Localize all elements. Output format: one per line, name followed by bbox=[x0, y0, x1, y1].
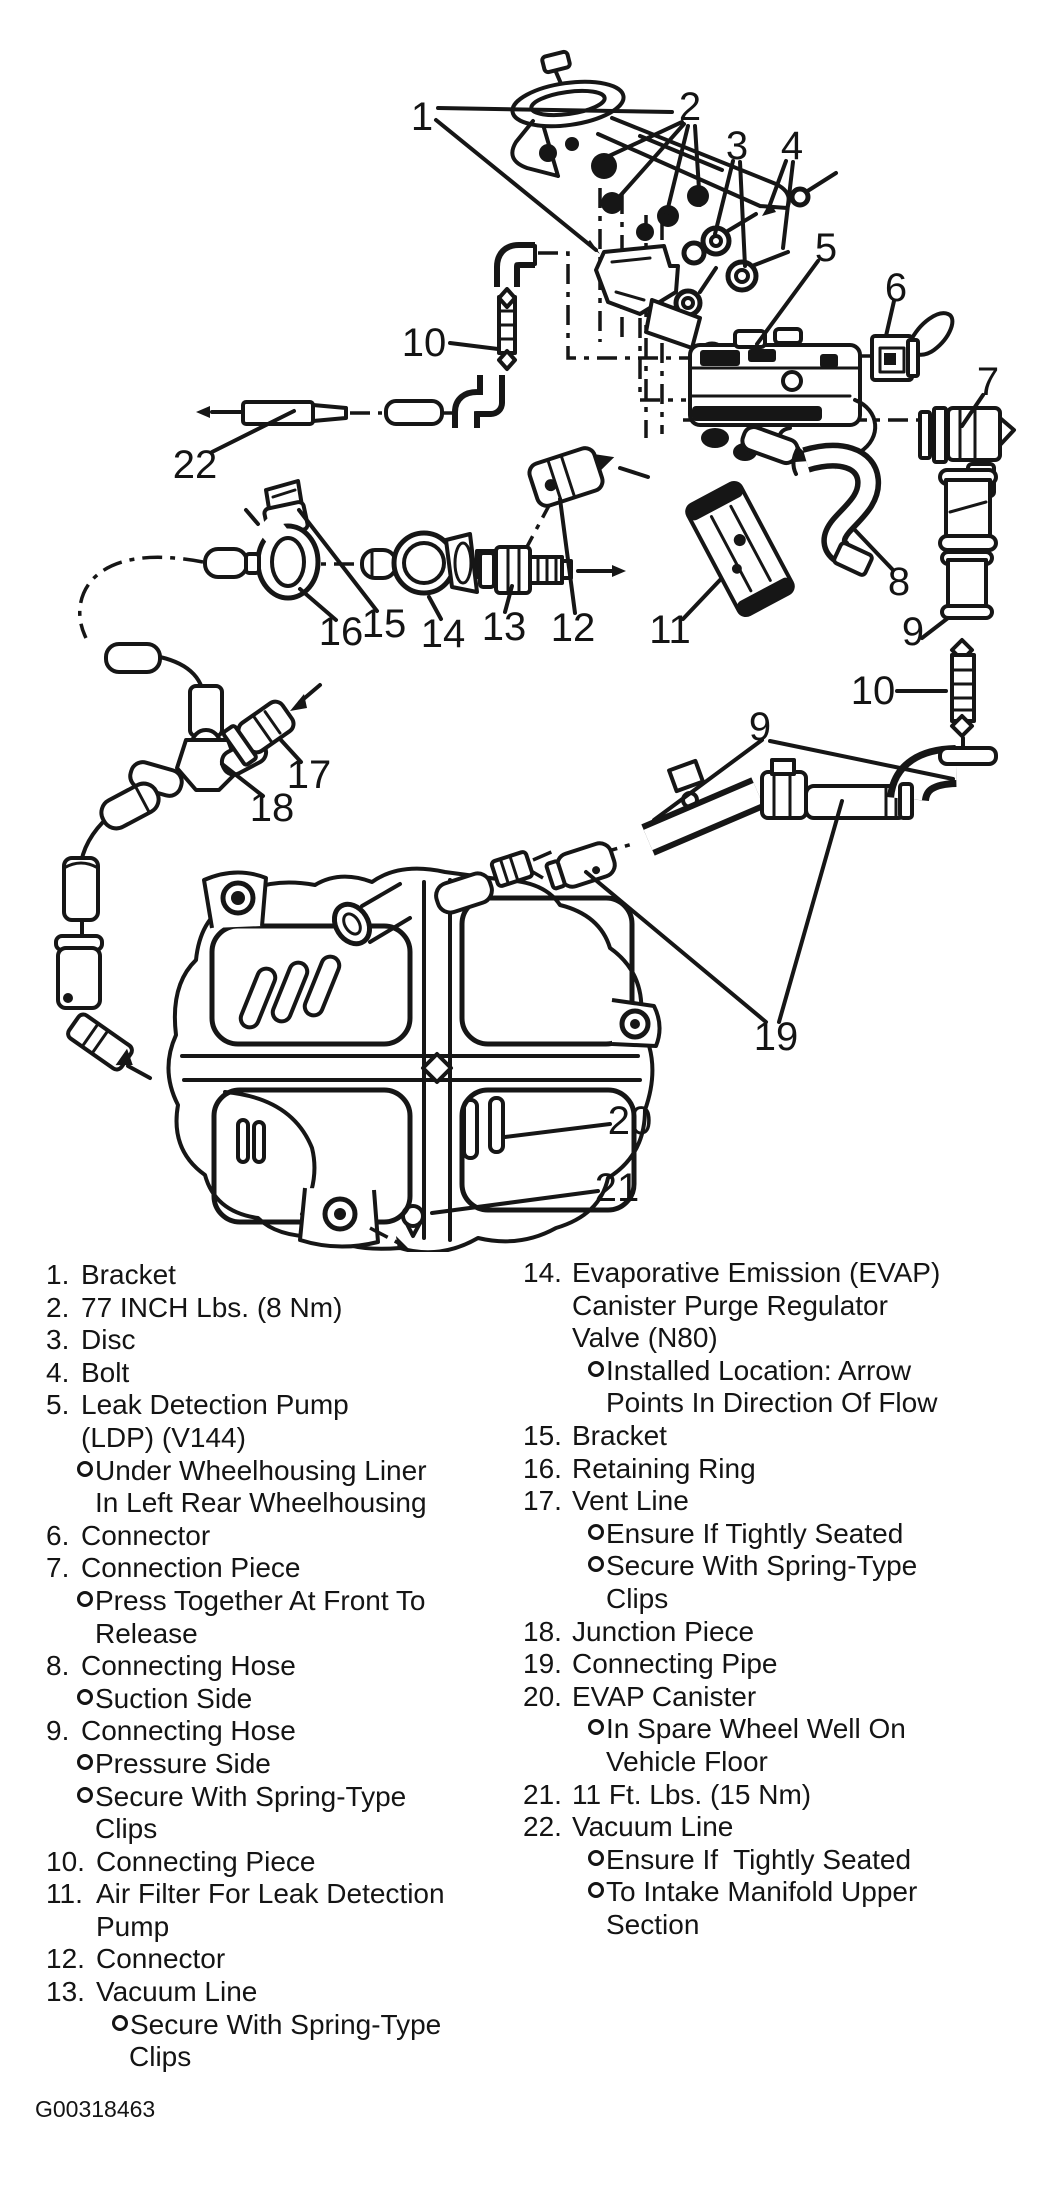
legend-item-number: 11. bbox=[46, 1878, 83, 1910]
legend-item-label: EVAP Canister bbox=[572, 1680, 757, 1712]
legend-item-number: 10. bbox=[46, 1845, 85, 1877]
legend-subitem-label: Secure With Spring-Type bbox=[130, 2008, 442, 2040]
sub-bullet-icon bbox=[77, 1787, 93, 1803]
sub-bullet-icon bbox=[77, 1754, 93, 1770]
legend-subitem bbox=[523, 1876, 1043, 1909]
legend-subitem-label-cont: In Left Rear Wheelhousing bbox=[95, 1487, 427, 1519]
legend-item-label: Bolt bbox=[81, 1356, 130, 1388]
callout-18: 18 bbox=[249, 786, 295, 830]
sub-bullet-icon bbox=[77, 1591, 93, 1607]
callout-10: 10 bbox=[401, 321, 447, 365]
callout-10: 10 bbox=[850, 669, 896, 713]
callout-22: 22 bbox=[172, 443, 218, 487]
callout-1: 1 bbox=[410, 95, 434, 139]
callout-20: 20 bbox=[607, 1099, 653, 1143]
legend-item-number: 9. bbox=[46, 1715, 70, 1747]
sub-bullet-icon bbox=[588, 1882, 604, 1898]
legend-item-label: Retaining Ring bbox=[572, 1452, 756, 1484]
legend-item-label: Vent Line bbox=[572, 1485, 689, 1517]
callout-11: 11 bbox=[649, 608, 691, 652]
sub-bullet-icon bbox=[77, 1689, 93, 1705]
legend-item bbox=[523, 1485, 1043, 1615]
legend-subitem bbox=[523, 1518, 1043, 1551]
callout-16: 16 bbox=[318, 610, 364, 654]
legend-subitem-label-cont: Clips bbox=[95, 1813, 158, 1845]
callout-12: 12 bbox=[550, 606, 596, 650]
legend-item-label: Connector bbox=[81, 1519, 211, 1551]
legend-item-label: Vacuum Line bbox=[572, 1811, 734, 1843]
legend-item-number: 17. bbox=[523, 1485, 562, 1517]
legend-item-number: 7. bbox=[46, 1552, 70, 1584]
legend-subitem-label: Installed Location: Arrow bbox=[606, 1354, 912, 1386]
legend-item bbox=[523, 1453, 1043, 1486]
legend-subitem bbox=[46, 1455, 516, 1488]
legend-item bbox=[46, 1715, 516, 1845]
connecting-hose-9-drawing bbox=[940, 470, 996, 618]
legend-item-label: Evaporative Emission (EVAP) bbox=[572, 1257, 941, 1288]
callout-5: 5 bbox=[814, 226, 838, 270]
sub-bullet-icon bbox=[588, 1524, 604, 1540]
legend-subitem-label-cont: Clips bbox=[606, 1582, 669, 1614]
legend-item bbox=[46, 1650, 516, 1715]
legend-subitem-label: In Spare Wheel Well On bbox=[606, 1713, 906, 1745]
legend-item-label: Connecting Piece bbox=[96, 1845, 316, 1877]
legend-item-label: Connector bbox=[96, 1943, 226, 1975]
callout-19: 19 bbox=[753, 1015, 799, 1059]
legend-item-label: Disc bbox=[81, 1324, 136, 1356]
legend-subitem bbox=[523, 1355, 1043, 1388]
vacuum-line-13-drawing bbox=[480, 547, 626, 593]
legend-item bbox=[46, 1520, 516, 1553]
legend-item bbox=[46, 1552, 516, 1650]
legend-subitem bbox=[46, 1683, 516, 1716]
callout-6: 6 bbox=[884, 266, 908, 310]
legend-item bbox=[46, 1259, 516, 1292]
sub-bullet-icon bbox=[588, 1850, 604, 1866]
legend-item-label: Connecting Hose bbox=[81, 1650, 296, 1682]
legend-item-label: 77 INCH Lbs. (8 Nm) bbox=[81, 1291, 343, 1323]
legend-item-number: 18. bbox=[523, 1615, 562, 1647]
figure-code: G00318463 bbox=[35, 2096, 156, 2122]
legend-subitem-label: Secure With Spring-Type bbox=[606, 1550, 918, 1582]
retaining-ring-drawing bbox=[246, 501, 318, 598]
legend-item-label: Vacuum Line bbox=[96, 1976, 258, 2008]
legend-subitem bbox=[523, 1550, 1043, 1583]
legend-subitem-label: Under Wheelhousing Liner bbox=[95, 1454, 427, 1486]
legend-subitem-label-cont: Release bbox=[95, 1617, 198, 1649]
callout-17: 17 bbox=[286, 753, 332, 797]
legend-item-label-cont: Canister Purge Regulator bbox=[572, 1289, 888, 1321]
callout-15: 15 bbox=[361, 602, 407, 646]
connecting-piece-10-drawing bbox=[952, 640, 974, 760]
legend-item-label: Bracket bbox=[81, 1259, 176, 1290]
legend-item bbox=[523, 1420, 1043, 1453]
legend-item-number: 14. bbox=[523, 1257, 562, 1288]
callout-14: 14 bbox=[420, 612, 466, 656]
legend-item bbox=[46, 1292, 516, 1325]
legend-item-label: Connection Piece bbox=[81, 1552, 301, 1584]
legend-subitem-label: Suction Side bbox=[95, 1682, 253, 1714]
legend-subitem bbox=[46, 1781, 516, 1814]
legend-item-label: Air Filter For Leak Detection bbox=[96, 1878, 445, 1910]
legend-item-number: 20. bbox=[523, 1680, 562, 1712]
legend-item bbox=[46, 1976, 516, 2074]
legend-item bbox=[46, 1878, 516, 1943]
connecting-hose-8-drawing bbox=[793, 448, 873, 576]
legend-subitem-label: Secure With Spring-Type bbox=[95, 1780, 407, 1812]
connector-6-drawing bbox=[872, 313, 952, 380]
vacuum-line-22-drawing bbox=[196, 246, 535, 428]
legend-subitem bbox=[46, 1585, 516, 1618]
hose-capsules-drawing bbox=[106, 549, 259, 704]
callout-21: 21 bbox=[594, 1166, 640, 1210]
legend-item-label-cont: Pump bbox=[96, 1910, 170, 1942]
legend-item bbox=[523, 1648, 1043, 1681]
legend-item-label: Bracket bbox=[572, 1419, 667, 1451]
legend-subitem bbox=[46, 2009, 516, 2042]
callout-9: 9 bbox=[748, 705, 772, 749]
legend-item-number: 21. bbox=[523, 1778, 562, 1810]
legend-item-number: 19. bbox=[523, 1648, 562, 1680]
sub-bullet-icon bbox=[588, 1719, 604, 1735]
callout-8: 8 bbox=[887, 560, 911, 604]
left-hose-chain-drawing bbox=[56, 779, 164, 1078]
legend-item-label: 11 Ft. Lbs. (15 Nm) bbox=[572, 1778, 812, 1810]
legend-item-number: 4. bbox=[46, 1356, 70, 1388]
legend-item-number: 22. bbox=[523, 1811, 562, 1843]
legend-item-number: 15. bbox=[523, 1419, 562, 1451]
sub-bullet-icon bbox=[588, 1556, 604, 1572]
legend-subitem-label-cont: Vehicle Floor bbox=[606, 1745, 768, 1777]
legend-item-number: 12. bbox=[46, 1943, 85, 1975]
callout-2: 2 bbox=[678, 85, 702, 129]
legend-item bbox=[523, 1811, 1043, 1941]
legend-item bbox=[523, 1616, 1043, 1649]
legend-subitem-label-cont: Clips bbox=[129, 2041, 192, 2073]
legend-column-left bbox=[46, 1259, 516, 2074]
legend-item-number: 1. bbox=[46, 1259, 70, 1290]
legend-item-number: 13. bbox=[46, 1976, 85, 2008]
legend-item-number: 8. bbox=[46, 1650, 70, 1682]
callout-4: 4 bbox=[780, 124, 804, 168]
legend-item-number: 3. bbox=[46, 1324, 70, 1356]
legend-item bbox=[46, 1943, 516, 1976]
sub-bullet-icon bbox=[588, 1361, 604, 1377]
callout-7: 7 bbox=[976, 360, 1000, 404]
callout-3: 3 bbox=[725, 124, 749, 168]
connector-12-drawing bbox=[527, 440, 648, 508]
legend-item-label: Leak Detection Pump bbox=[81, 1389, 349, 1421]
legend-subitem-label-cont: Section bbox=[606, 1908, 700, 1940]
legend-item bbox=[46, 1846, 516, 1879]
legend-subitem bbox=[46, 1748, 516, 1781]
legend-item-number: 6. bbox=[46, 1519, 70, 1551]
legend-item-number: 5. bbox=[46, 1389, 70, 1421]
callout-13: 13 bbox=[481, 605, 527, 649]
legend-item bbox=[523, 1681, 1043, 1779]
legend-subitem bbox=[523, 1713, 1043, 1746]
legend-subitem-label: Pressure Side bbox=[95, 1747, 271, 1779]
sub-bullet-icon bbox=[77, 1461, 93, 1477]
legend-column-right bbox=[523, 1257, 1043, 1941]
legend-subitem-label-cont: Points In Direction Of Flow bbox=[606, 1387, 938, 1419]
legend-item-label-cont: (LDP) (V144) bbox=[81, 1421, 246, 1453]
legend-item-label: Junction Piece bbox=[572, 1615, 755, 1647]
legend-subitem-label: Ensure If Tightly Seated bbox=[606, 1843, 912, 1875]
callout-9: 9 bbox=[901, 610, 925, 654]
legend-item-label: Connecting Pipe bbox=[572, 1648, 778, 1680]
legend-item bbox=[523, 1257, 1043, 1420]
legend-subitem-label: Ensure If Tightly Seated bbox=[606, 1517, 904, 1549]
legend-item bbox=[523, 1779, 1043, 1812]
sub-bullet-icon bbox=[112, 2015, 128, 2031]
legend-item-label-cont: Valve (N80) bbox=[572, 1322, 718, 1354]
legend-item bbox=[46, 1357, 516, 1390]
legend-item-number: 16. bbox=[523, 1452, 562, 1484]
legend-item bbox=[46, 1324, 516, 1357]
legend-subitem bbox=[523, 1844, 1043, 1877]
legend-subitem-label: Press Together At Front To bbox=[95, 1584, 426, 1616]
legend-item bbox=[46, 1389, 516, 1519]
legend-item-number: 2. bbox=[46, 1291, 70, 1323]
legend-item-label: Connecting Hose bbox=[81, 1715, 296, 1747]
legend-subitem-label: To Intake Manifold Upper bbox=[606, 1876, 918, 1908]
